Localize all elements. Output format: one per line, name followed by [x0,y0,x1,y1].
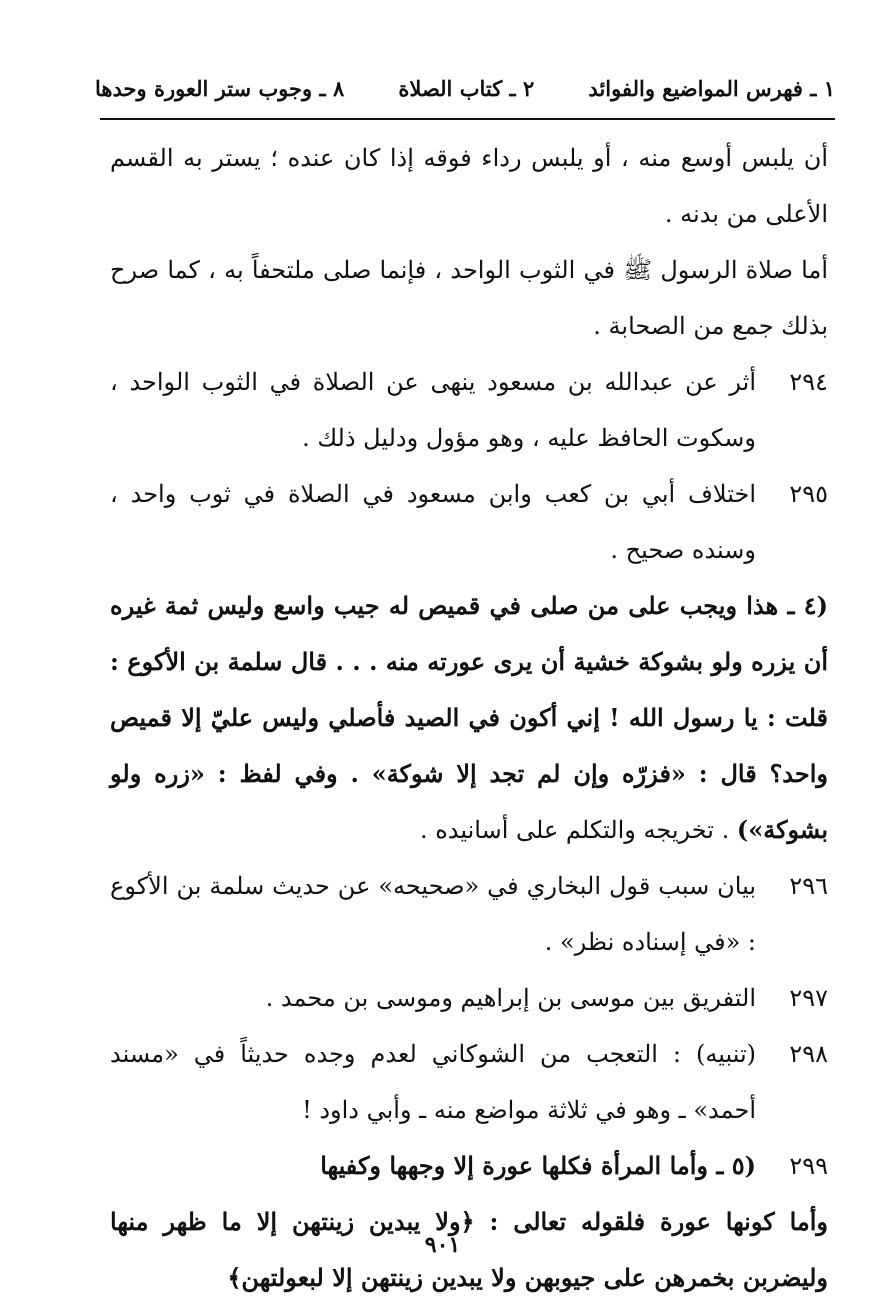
index-entry-299 [110,1138,828,1194]
index-entry-295 [110,466,828,578]
running-header [95,70,835,106]
paragraph-2: أما صلاة الرسول ﷺ في الثوب الواحد ، فإنما صلى ملتحفاً به ، كما صرح بذلك جمع من الصحابة . [110,256,828,340]
paragraph-1: أن يلبس أوسع منه ، أو يلبس رداء فوقه إذا كان عنده ؛ يستر به القسم الأعلى من بدنه . [110,144,828,228]
entry-number: ٢٩٧ [789,984,828,1012]
entry-text: التفريق بين موسى بن إبراهيم وموسى بن محمد . [265,984,756,1012]
index-entry-298 [110,1026,828,1138]
header-chapter-index: ١ ـ فهرس المواضيع والفوائد [588,75,835,101]
index-entry-297 [110,970,828,1026]
entry-number: ٢٩٥ [789,480,828,508]
section-4-heading: (٤ ـ هذا ويجب على من صلى في قميص له جيب واسع وليس ثمة غيره أن يزره ولو بشوكة خشية أن يرى عورته منه . . . قال سلمة بن الأكوع : قلت : يا رسول الله ! إني أكون في الصيد فأصلي وليس عليّ إلا قميص واحد؟ قال : «فزرّه وإن لم تجد إلا شوكة» . وفي لفظ : «زره ولو بشوكة») [110,591,828,844]
header-section-title: ٨ ـ وجوب ستر العورة وحدها [95,75,345,101]
entry-number: ٢٩٩ [789,1152,828,1180]
header-divider [100,118,835,120]
page-body [110,130,828,1306]
entry-text: بيان سبب قول البخاري في «صحيحه» عن حديث سلمة بن الأكوع : «في إسناده نظر» . [110,872,756,956]
section-4-paragraph [110,578,828,858]
section-5-heading: (٥ ـ وأما المرأة فكلها عورة إلا وجهها وكفيها [320,1151,756,1180]
quran-verse-paragraph: وأما كونها عورة فلقوله تعالى : ﴿ولا يبدين زينتهن إلا ما ظهر منها وليضربن بخمرهن على جيوبهن ولا يبدين زينتهن إلا لبعولتهن﴾ [110,1207,828,1292]
section-4-note: . تخريجه والتكلم على أسانيده . [419,816,737,844]
entry-number: ٢٩٤ [789,368,828,396]
entry-number: ٢٩٦ [789,872,828,900]
page-number: ٩٠١ [424,1232,461,1258]
entry-text: اختلاف أبي بن كعب وابن مسعود في الصلاة في ثوب واحد ، وسنده صحيح . [110,480,756,564]
entry-text: (تنبيه) : التعجب من الشوكاني لعدم وجده حديثاً في «مسند أحمد» ـ وهو في ثلاثة مواضع منه ـ وأبي داود ! [110,1040,756,1124]
index-entry-294 [110,354,828,466]
entry-number: ٢٩٨ [789,1040,828,1068]
index-entry-296 [110,858,828,970]
header-book-title: ٢ ـ كتاب الصلاة [398,75,535,101]
entry-text: أثر عن عبدالله بن مسعود ينهى عن الصلاة في الثوب الواحد ، وسكوت الحافظ عليه ، وهو مؤول ودليل ذلك . [110,368,756,452]
